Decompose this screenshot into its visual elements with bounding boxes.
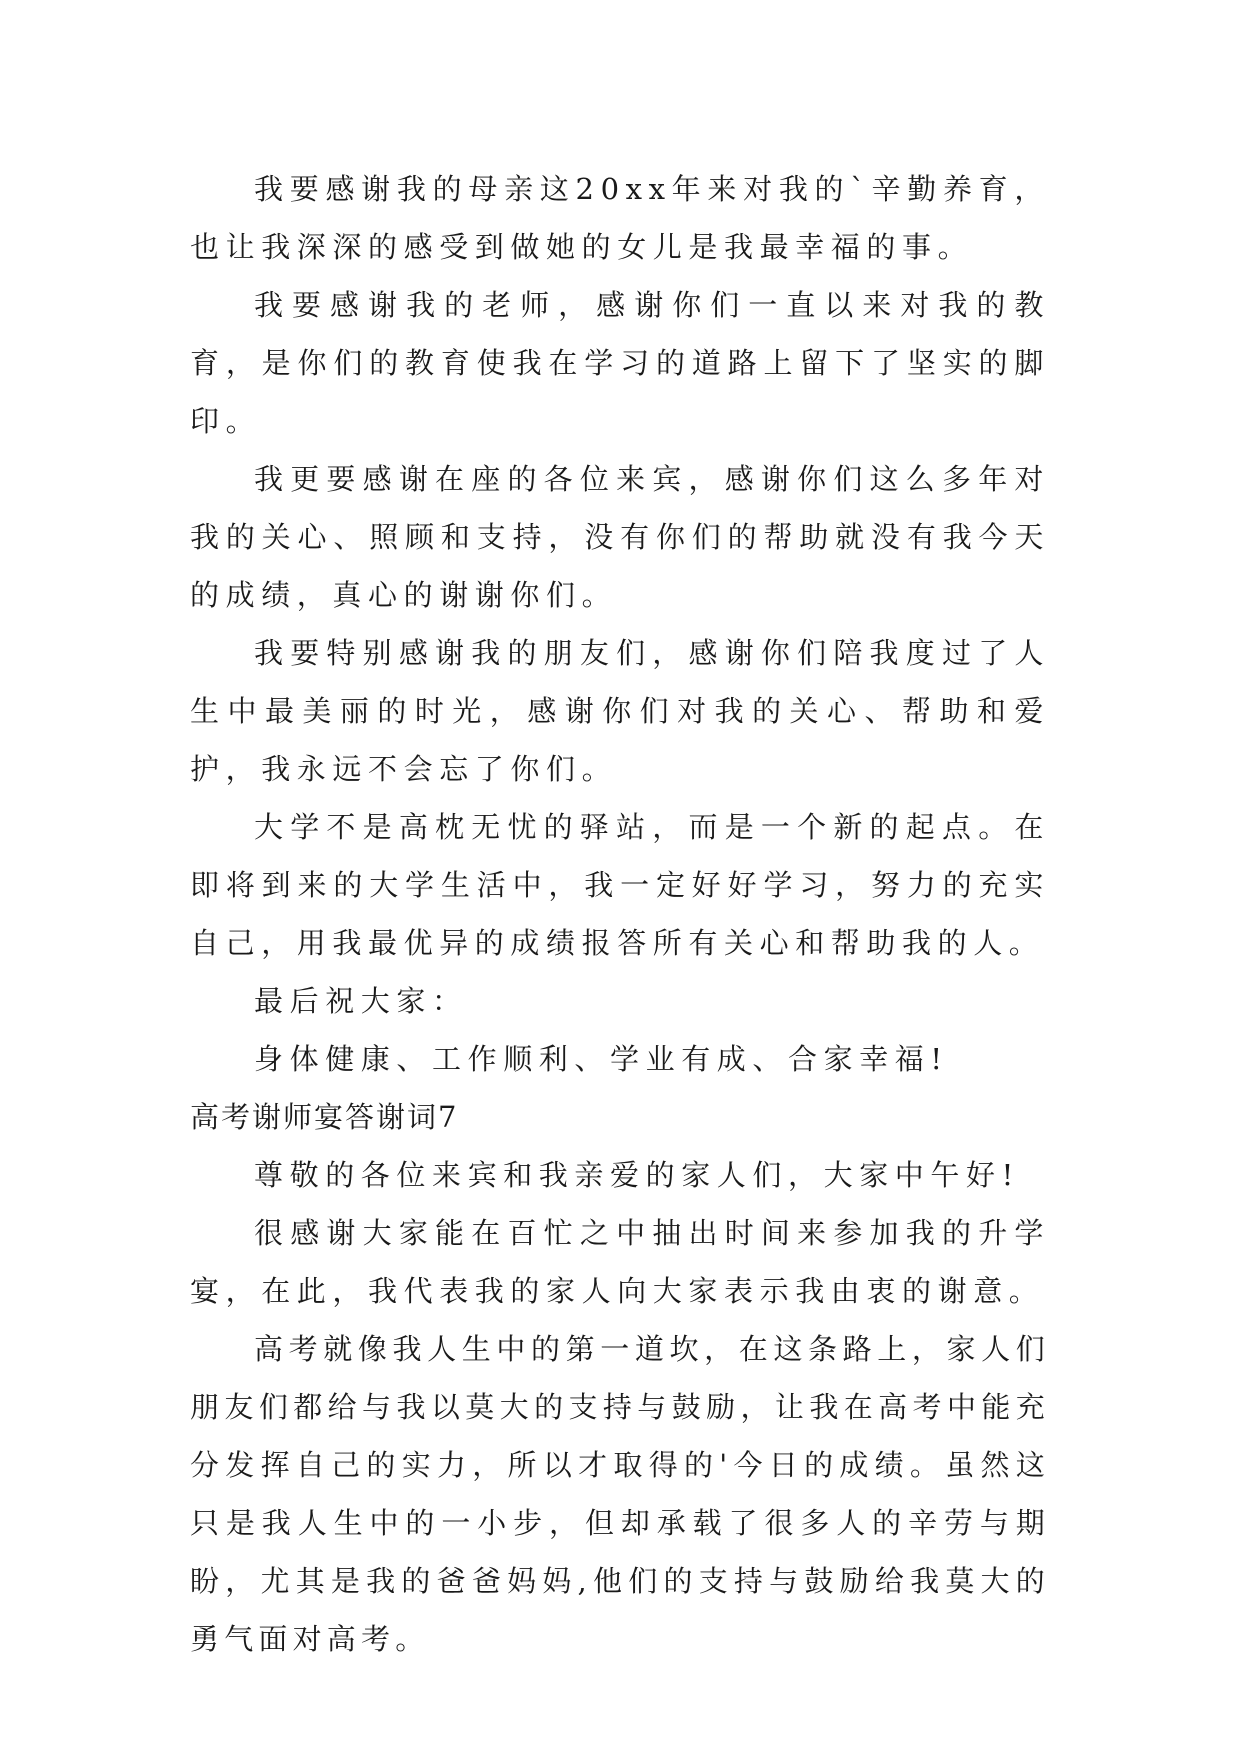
paragraph: 很感谢大家能在百忙之中抽出时间来参加我的升学宴，在此，我代表我的家人向大家表示我由衷的谢意。 <box>190 1216 1050 1308</box>
paragraph: 我更要感谢在座的各位来宾，感谢你们这么多年对我的关心、照顾和支持，没有你们的帮助就没有我今天的成绩，真心的谢谢你们。 <box>190 462 1050 612</box>
paragraph: 我要感谢我的老师，感谢你们一直以来对我的教育，是你们的教育使我在学习的道路上留下了坚实的脚印。 <box>190 288 1050 438</box>
section-heading: 高考谢师宴答谢词7 <box>190 1100 459 1134</box>
paragraph: 我要特别感谢我的朋友们，感谢你们陪我度过了人生中最美丽的时光，感谢你们对我的关心、帮助和爱护，我永远不会忘了你们。 <box>190 636 1050 786</box>
paragraph: 最后祝大家： <box>254 984 468 1018</box>
document-body <box>190 160 1050 1668</box>
paragraph: 身体健康、工作顺利、学业有成、合家幸福! <box>254 1042 949 1076</box>
paragraph: 高考就像我人生中的第一道坎，在这条路上，家人们朋友们都给与我以莫大的支持与鼓励，让我在高考中能充分发挥自己的实力，所以才取得的'今日的成绩。虽然这只是我人生中的一小步，但却承载了很多人的辛劳与期盼，尤其是我的爸爸妈妈,他们的支持与鼓励给我莫大的勇气面对高考。 <box>190 1332 1050 1656</box>
paragraph: 尊敬的各位来宾和我亲爱的家人们，大家中午好! <box>254 1158 1020 1192</box>
paragraph: 我要感谢我的母亲这20xx年来对我的`辛勤养育，也让我深深的感受到做她的女儿是我最幸福的事。 <box>190 172 1050 264</box>
paragraph: 大学不是高枕无忧的驿站，而是一个新的起点。在即将到来的大学生活中，我一定好好学习，努力的充实自己，用我最优异的成绩报答所有关心和帮助我的人。 <box>190 810 1050 960</box>
